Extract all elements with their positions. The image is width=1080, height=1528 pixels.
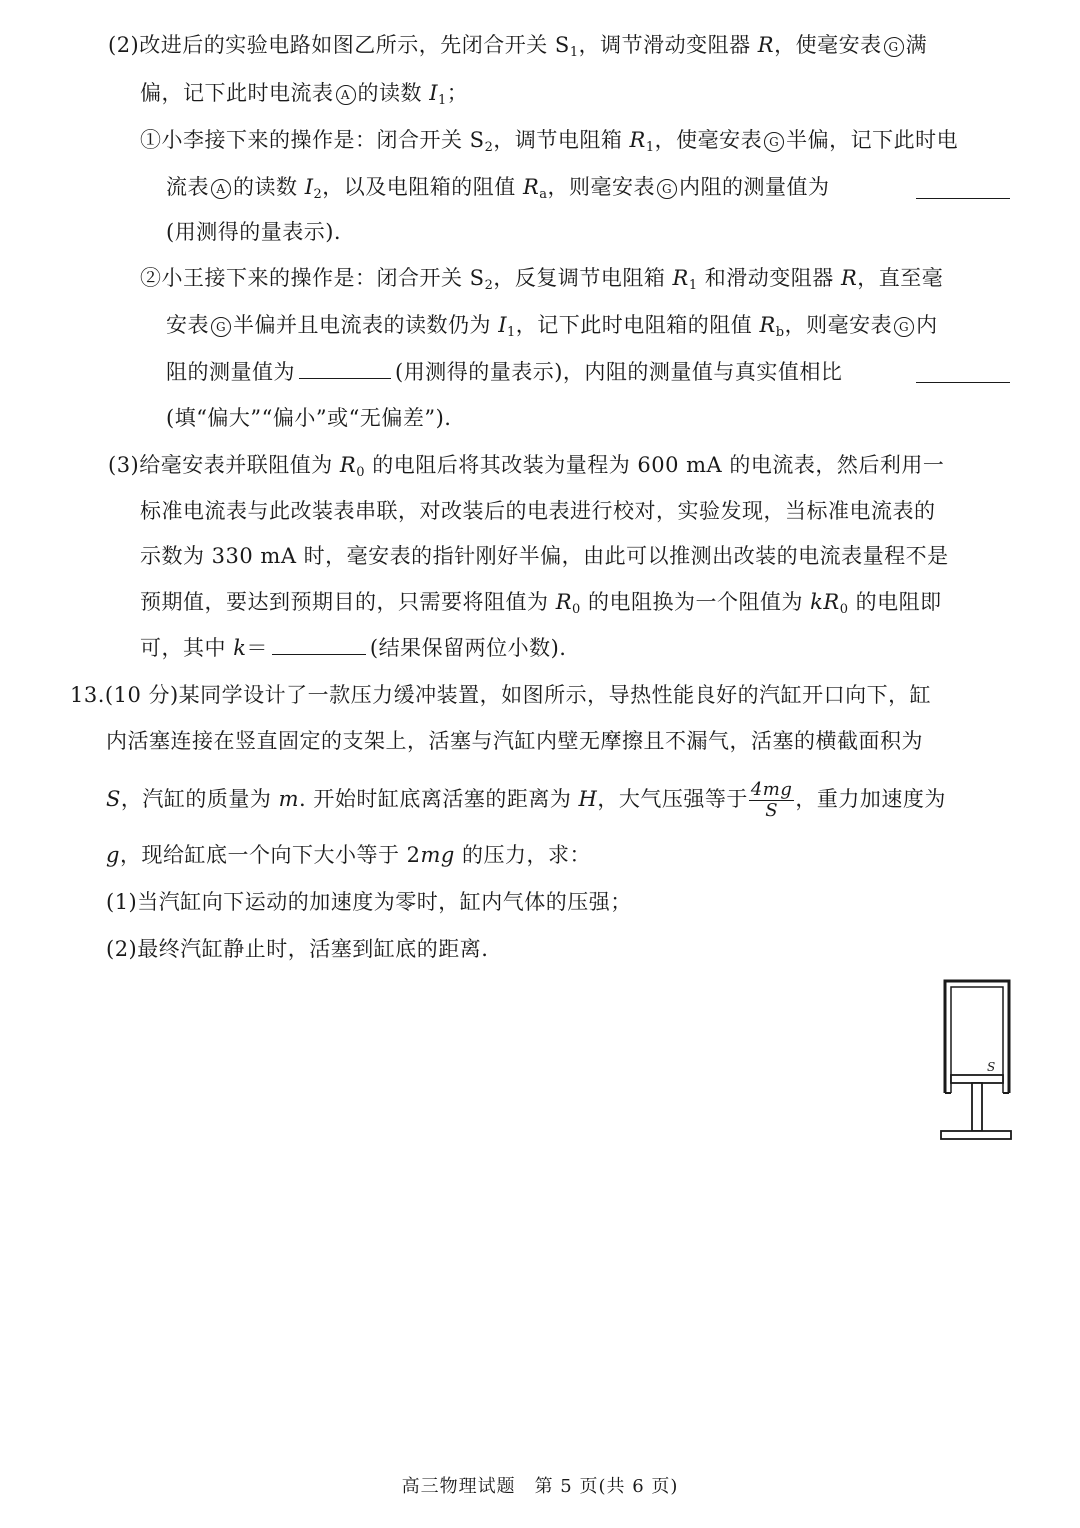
q13-sub-1: (1)当汽缸向下运动的加速度为零时，缸内气体的压强；	[106, 890, 632, 914]
galvanometer-symbol: G	[884, 37, 904, 57]
galvanometer-symbol: G	[211, 317, 231, 337]
ammeter-symbol: A	[211, 179, 231, 199]
pressure-fraction: $\frac{4mg}{S}$	[750, 779, 793, 821]
answer-blank-wang-compare[interactable]	[916, 360, 1010, 383]
answer-blank-k[interactable]	[272, 632, 366, 655]
answer-blank-li[interactable]	[916, 176, 1010, 199]
part3-line-4: 预期值，要达到预期目的，只需要将阻值为 $R_0$ 的电阻换为一个阻值为 $kR_0$ 的电阻即	[140, 590, 942, 617]
cylinder-piston-figure	[935, 975, 1025, 1150]
page-footer: 高三物理试题 第 5 页(共 6 页)	[401, 1476, 679, 1497]
part2-li-line-3: (用测得的量表示).	[166, 220, 342, 244]
part2-wang-line-2: 安表 G 半偏并且电流表的读数仍为 $I_1$，记下此时电阻箱的阻值 $R_b$，则毫安表 G 内	[166, 313, 938, 340]
q13-sub-2: (2)最终汽缸静止时，活塞到缸底的距离.	[106, 937, 489, 961]
part2-wang-line-1: ②小王接下来的操作是：闭合开关 $S_2$，反复调节电阻箱 $R_1$ 和滑动变阻器 R，直至毫	[140, 266, 944, 293]
part2-line-1: (2)改进后的实验电路如图乙所示，先闭合开关 $S_1$，调节滑动变阻器 R，使毫安表 G 满	[108, 33, 928, 60]
cylinder-diagram	[935, 975, 1025, 1150]
part2-wang-line-4: (填“偏大”“偏小”或“无偏差”).	[166, 406, 452, 430]
q13-line-2: 内活塞连接在竖直固定的支架上，活塞与汽缸内壁无摩擦且不漏气，活塞的横截面积为	[106, 729, 923, 753]
answer-blank-wang-value[interactable]	[299, 356, 391, 379]
area-label-S: S	[987, 1060, 996, 1074]
galvanometer-symbol: G	[894, 317, 914, 337]
ammeter-symbol: A	[336, 85, 356, 105]
part3-line-2: 标准电流表与此改装表串联，对改装后的电表进行校对，实验发现，当标准电流表的	[140, 499, 936, 523]
q13-line-1: 13.(10 分)某同学设计了一款压力缓冲装置，如图所示，导热性能良好的汽缸开口向下，缸	[70, 683, 932, 707]
part2-li-line-1: ①小李接下来的操作是：闭合开关 $S_2$，调节电阻箱 $R_1$，使毫安表 G 半偏，记下此时电	[140, 128, 959, 155]
q13-line-4: g，现给缸底一个向下大小等于 2mg 的压力，求：	[106, 843, 592, 867]
part2-li-line-2: 流表 A 的读数 $I_2$，以及电阻箱的阻值 $R_a$，则毫安表 G 内阻的测量值为	[166, 175, 830, 202]
q13-line-3: S，汽缸的质量为 m. 开始时缸底离活塞的距离为 H，大气压强等于 $\frac{4mg}{S}$ ，重力加速度为	[106, 779, 946, 821]
part2-wang-line-3: 阻的测量值为 (用测得的量表示)，内阻的测量值与真实值相比	[166, 356, 842, 387]
part3-line-1: (3)给毫安表并联阻值为 $R_0$ 的电阻后将其改装为量程为 600 mA 的电流表，然后利用一	[108, 453, 945, 480]
part2-line-2: 偏，记下此时电流表 A 的读数 $I_1$；	[140, 81, 469, 108]
part3-line-5: 可，其中 k＝ (结果保留两位小数).	[140, 632, 566, 663]
part3-line-3: 示数为 330 mA 时，毫安表的指针刚好半偏，由此可以推测出改装的电流表量程不是	[140, 544, 949, 568]
galvanometer-symbol: G	[657, 179, 677, 199]
galvanometer-symbol: G	[764, 132, 784, 152]
